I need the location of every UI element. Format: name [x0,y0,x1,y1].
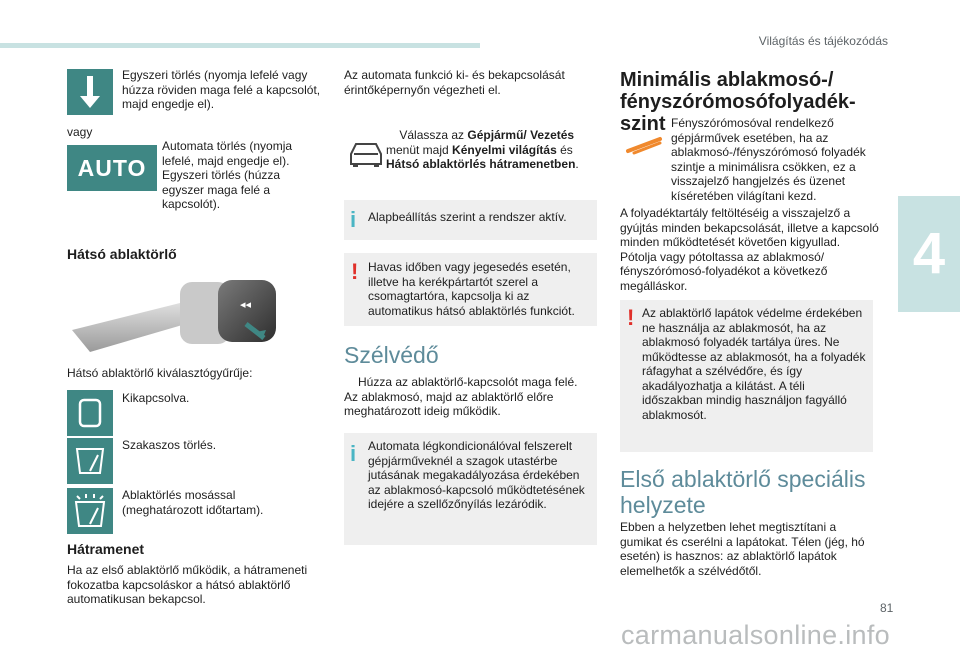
watermark: carmanualsonline.info [621,620,890,650]
special-position-title: Első ablaktörlő speciális helyzete [620,466,866,518]
info-box-default [344,200,597,240]
step-text-4: . [575,157,579,171]
single-wipe-text: Egyszeri törlés (nyomja lefelé vagy húzza röviden maga felé a kapcsolót, majd engedje el). [122,68,321,111]
wiper-intermittent-icon [67,438,113,484]
svg-text:◂◂: ◂◂ [240,298,252,311]
reverse-text: Ha az első ablaktörlő működik, a hátrameneti fokozatba kapcsoláskor a hátsó ablaktörlő automatikusan bekapcsol. [67,563,308,606]
reverse-title: Hátramenet [67,541,145,557]
warning-snow-text: Havas időben vagy jegesedés esetén, illetve ha kerékpártartót szerel a csomagtartóra, kapcsolja ki az automatikus hátsó ablaktörlés funkciót. [368,260,575,318]
special-position-text: Ebben a helyzetben lehet megtisztítani a gumikat és cserélni a lapátokat. Télen (jég, hó esetén) is hasznos: az ablaktörlő lapátok elemelhetők a szélvédőtől. [620,520,865,578]
step-menu-vehicle: Gépjármű/ Vezetés [467,128,575,142]
mode-wash-text: Ablaktörlés mosással (meghatározott időtartam). [122,488,264,517]
info-ac-text: Automata légkondicionálóval felszerelt gépjárműveknél a szagok utastérbe jutásának megakadályozása érdekében az ablakmosó-kapcsoló működtetésének idejére a szellőzőnyílás lezáródik. [368,439,585,511]
step-menu-comfort-lighting: Kényelmi világítás [452,142,557,157]
chapter-number: 4 [912,221,946,286]
mode-off-text: Kikapcsolva. [122,391,190,405]
step-text-1: Válassza az [399,128,468,142]
washer-fluid-warning-icon [624,131,664,159]
warning-box-snow [344,253,597,326]
wiper-off-icon [67,390,113,436]
step-text-3: és [556,142,573,157]
auto-label: AUTO [77,154,147,181]
info-box-ac [344,433,597,545]
menu-step [386,128,586,172]
step-menu-rear-wiper: Hátsó ablaktörlés hátramenetben [386,157,576,171]
min-level-text: Fényszórómosóval rendelkező gépjárművek esetében, ha az ablakmosó-/fényszórómosó folyadék szintje a minimálisra csökken, ez a visszajelző hangjelzés és üzenet kíséretében világítani kezd. [671,116,866,203]
page-number: 81 [880,601,894,615]
info-icon: i [350,441,357,466]
windshield-step-text: Húzza az ablaktörlő-kapcsolót maga felé. Az ablakmosó, majd az ablaktörlő előre meghatározott ideig működik. [344,375,578,418]
info-icon: i [350,207,357,232]
auto-text: Automata törlés (nyomja lefelé, majd engedje el). Egyszeri törlés (húzza egyszer maga felé a kapcsolót). [162,139,293,211]
wiper-wash-icon [67,488,113,534]
or-text: vagy [67,125,93,139]
warning-washer-text: Az ablaktörlő lapátok védelme érdekében ne használja az ablakmosót, ha az ablakmosó folyadék tartálya üres. Ne működtesse az ablakmosót, ha a folyadék ráfagyhat a szélvédőre, és így akadályozhatja a kilátást. A téli időszakban mindig használjon fagyálló ablakmosót. [642,306,866,422]
ring-label: Hátsó ablaktörlő kiválasztógyűrűje: [67,366,253,380]
auto-intro-text: Az automata funkció ki- és bekapcsolását érintőképernyőn végezheti el. [344,68,565,97]
section-header: Világítás és tájékozódás [758,34,888,48]
warning-box-washer [620,300,873,452]
auto-icon [67,145,157,191]
warning-icon: ! [627,305,635,330]
arrow-down-icon [67,69,113,115]
header-accent-bar [0,43,480,48]
wiper-stalk-illustration [70,270,285,360]
windshield-step [344,375,594,419]
min-level-body: A folyadéktartály feltöltéséig a visszajelző a gyújtás minden bekapcsolását, illetve a kapcsoló minden működtetését követően kigyullad. Pótolja vagy pótoltassa az ablakmosó/ fényszórómosó-folyadékot a következő megálláskor. [620,206,879,293]
info-default-text: Alapbeállítás szerint a rendszer aktív. [368,210,567,224]
mode-intermittent-text: Szakaszos törlés. [122,438,217,452]
min-level-title: Minimális ablakmosó-/ fényszórómosófolyadék-szint [620,69,856,135]
windshield-title: Szélvédő [344,342,439,368]
rear-wiper-title: Hátsó ablaktörlő [67,246,177,262]
step-text-2: menüt majd [386,142,453,157]
warning-icon: ! [351,259,359,284]
car-driving-icon [348,138,384,168]
